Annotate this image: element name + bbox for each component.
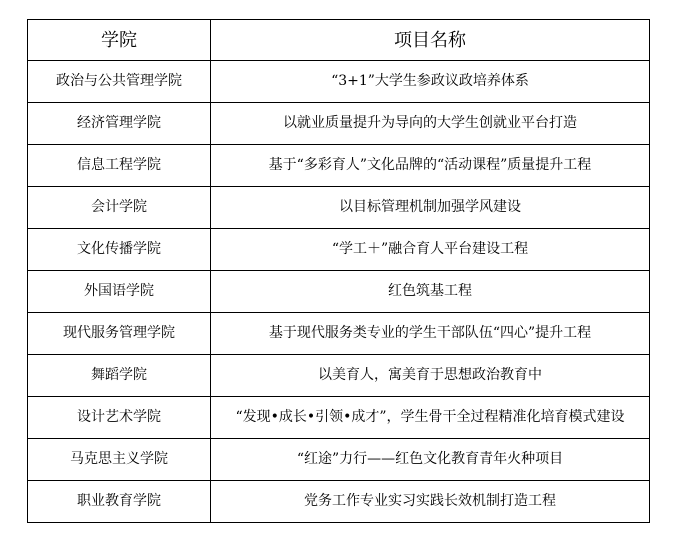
college-cell: 设计艺术学院 — [28, 397, 211, 439]
college-cell: 舞蹈学院 — [28, 355, 211, 397]
project-cell: 红色筑基工程 — [211, 271, 650, 313]
table-row — [28, 271, 650, 313]
project-cell: “学工＋”融合育人平台建设工程 — [211, 229, 650, 271]
project-cell: 党务工作专业实习实践长效机制打造工程 — [211, 481, 650, 523]
college-cell: 会计学院 — [28, 187, 211, 229]
college-cell: 信息工程学院 — [28, 145, 211, 187]
table-row — [28, 355, 650, 397]
project-cell: 以美育人，寓美育于思想政治教育中 — [211, 355, 650, 397]
college-projects-table — [27, 19, 650, 523]
college-cell: 马克思主义学院 — [28, 439, 211, 481]
project-cell: “发现•成长•引领•成才”，学生骨干全过程精准化培育模式建设 — [211, 397, 650, 439]
table-row — [28, 397, 650, 439]
table-row — [28, 313, 650, 355]
table-header-row — [28, 20, 650, 61]
project-cell: “红途”力行——红色文化教育青年火种项目 — [211, 439, 650, 481]
header-college: 学院 — [28, 20, 211, 61]
college-cell: 职业教育学院 — [28, 481, 211, 523]
college-cell: 外国语学院 — [28, 271, 211, 313]
table-row — [28, 61, 650, 103]
table-row — [28, 145, 650, 187]
table-row — [28, 103, 650, 145]
header-project-name: 项目名称 — [211, 20, 650, 61]
project-cell: 基于“多彩育人”文化品牌的“活动课程”质量提升工程 — [211, 145, 650, 187]
table-row — [28, 187, 650, 229]
college-cell: 现代服务管理学院 — [28, 313, 211, 355]
college-cell: 文化传播学院 — [28, 229, 211, 271]
college-cell: 政治与公共管理学院 — [28, 61, 211, 103]
table-row — [28, 481, 650, 523]
project-cell: “3+1”大学生参政议政培养体系 — [211, 61, 650, 103]
project-cell: 以就业质量提升为导向的大学生创就业平台打造 — [211, 103, 650, 145]
project-cell: 以目标管理机制加强学风建设 — [211, 187, 650, 229]
table-row — [28, 439, 650, 481]
project-cell: 基于现代服务类专业的学生干部队伍“四心”提升工程 — [211, 313, 650, 355]
college-cell: 经济管理学院 — [28, 103, 211, 145]
table-row — [28, 229, 650, 271]
projects-table-container — [27, 19, 649, 523]
